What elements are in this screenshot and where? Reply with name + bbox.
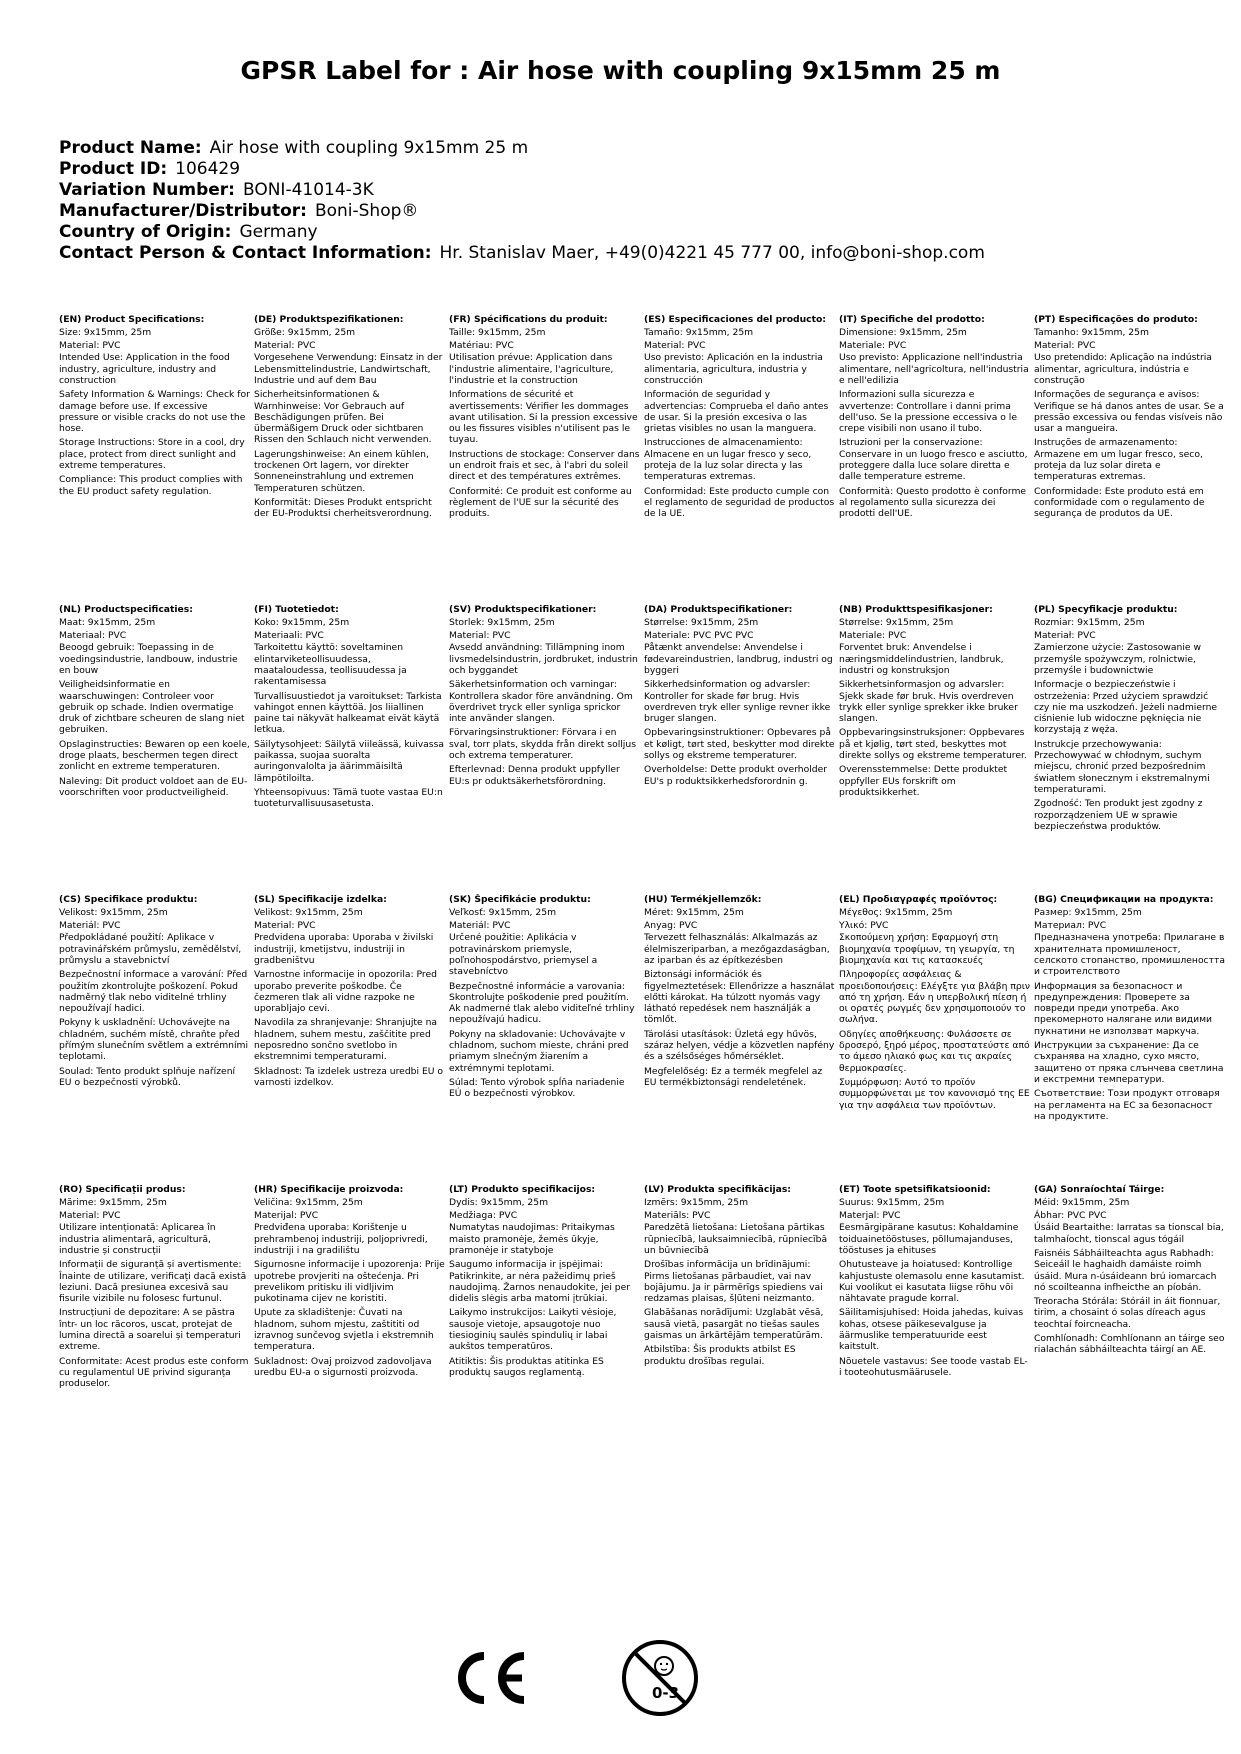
spec-heading: (CS) Specifikace produktu:: [59, 894, 198, 905]
product-id-line: [59, 159, 1199, 180]
spec-storage: Instrukcje przechowywania: Przechowywać w chłodnym, suchym miejscu, chronić przed bezpośrednim światłem słonecznym i ekstremalnymi temperaturami.: [1034, 738, 1210, 795]
spec-block-hu: [644, 894, 839, 1184]
spec-size: Größe: 9x15mm, 25m: [254, 326, 356, 338]
spec-compliance: Atitiktis: Šis produktas atitinka ES produktų saugos reglamentą.: [449, 1355, 604, 1378]
spec-block-ga: [1034, 1184, 1229, 1474]
spec-size: Размер: 9x15mm, 25m: [1034, 906, 1142, 918]
contact-label: Contact Person & Contact Information:: [59, 243, 432, 263]
spec-material: Material: PVC: [1034, 339, 1096, 351]
country-of-origin-label: Country of Origin:: [59, 222, 232, 242]
spec-safety-warnings: Ohutusteave ja hoiatused: Kontrollige kahjustuste olemasolu enne kasutamist. Kui voolikut ei kasutata liigse rõhu või nähtavate pragude korral.: [839, 1259, 1025, 1305]
spec-intended-use: Predviđena uporaba: Korištenje u prehrambenoj industriji, poljoprivredi, industriji i na gradilištu: [254, 1222, 428, 1256]
spec-heading: (NB) Produkttspesifikasjoner:: [839, 604, 993, 615]
spec-storage: Storage Instructions: Store in a cool, dry place, protect from direct sunlight and extreme temperatures.: [59, 437, 245, 472]
spec-compliance: Overholdelse: Dette produkt overholder EU's p roduktsikkerhedsforordnin g.: [644, 764, 828, 787]
spec-heading: (SV) Produktspecifikationer:: [449, 604, 597, 615]
spec-intended-use: Σκοπούμενη χρήση: Εφαρμογή στη βιομηχανία τροφίμων, τη γεωργία, τη βιομηχανία και τις κατασκευές: [839, 932, 1015, 966]
spec-material: Materiāls: PVC: [644, 1209, 711, 1221]
spec-intended-use: Numatytas naudojimas: Pritaikymas maisto pramonėje, žemės ūkyje, pramonėje ir statyboje: [449, 1222, 615, 1256]
spec-safety-warnings: Veiligheidsinformatie en waarschuwingen: Controleer voor gebruik op schade. Indien overmatige druk of zichtbare scheuren de slang niet gebruiken.: [59, 679, 245, 736]
spec-material: Materiale: PVC PVC PVC: [644, 629, 754, 641]
contact-line: [59, 243, 1199, 264]
spec-compliance: Efterlevnad: Denna produkt uppfyller EU:s pr oduktsäkerhetsförordning.: [449, 764, 620, 787]
spec-heading: (PL) Specyfikacje produktu:: [1034, 604, 1178, 615]
page-title: GPSR Label for : Air hose with coupling 9x15mm 25 m: [240, 56, 1001, 85]
spec-intended-use: Eesmärgipärane kasutus: Kohaldamine toiduainetööstuses, põllumajanduses, tööstuses ja ehituses: [839, 1222, 1019, 1256]
spec-storage: Glabāšanas norādījumi: Uzglabāt vēsā, sausā vietā, pasargāt no tiešas saules gaismas un ārkārtējām temperatūrām.: [644, 1307, 824, 1342]
spec-intended-use: Forventet bruk: Anvendelse i næringsmiddelindustrien, landbruk, industri og konstruksjon: [839, 642, 1004, 676]
spec-heading: (EN) Product Specifications:: [59, 314, 205, 325]
spec-intended-use: Avsedd användning: Tillämpning inom livsmedelsindustrin, jordbruket, industrin och byggandet: [449, 642, 638, 676]
spec-size: Tamaño: 9x15mm, 25m: [644, 326, 754, 338]
spec-heading: (RO) Specificații produs:: [59, 1184, 186, 1195]
spec-storage: Lagerungshinweise: An einem kühlen, trockenen Ort lagern, vor direkter Sonneneinstrahlung und extremen Temperaturen schützen.: [254, 448, 429, 494]
spec-intended-use: Предназначена употреба: Прилагане в хранителната промишленост, селското стопанство, промишлеността и строителството: [1034, 932, 1225, 978]
spec-heading: (LT) Produkto specifikacijos:: [449, 1184, 596, 1195]
spec-size: Taille: 9x15mm, 25m: [449, 326, 546, 338]
spec-material: Material: PVC: [254, 919, 316, 931]
spec-safety-warnings: Информация за безопасност и предупреждения: Проверете за повреди преди употреба. Ако прекомерното налягане или видими пукнатини не използват маркуча.: [1034, 980, 1213, 1037]
spec-compliance: Compliance: This product complies with the EU product safety regulation.: [59, 474, 243, 497]
spec-heading: (SK) Špecifikácie produktu:: [449, 894, 591, 905]
spec-intended-use: Uso previsto: Applicazione nell'industria alimentare, nell'agricoltura, nell'industria e nell'edilizia: [839, 352, 1029, 386]
spec-material: Materijal: PVC: [254, 1209, 319, 1221]
spec-heading: (IT) Specifiche del prodotto:: [839, 314, 985, 325]
spec-heading: (EL) Προδιαγραφές προϊόντος:: [839, 894, 998, 905]
spec-heading: (FI) Tuotetiedot:: [254, 604, 339, 615]
spec-storage: Οδηγίες αποθήκευσης: Φυλάσσετε σε δροσερό, ξηρό μέρος, προστατεύστε από το άμεσο ηλιακό φως και τις ακραίες θερμοκρασίες.: [839, 1028, 1030, 1074]
spec-material: Material: PVC: [59, 339, 121, 351]
spec-compliance: Zgodność: Ten produkt jest zgodny z rozporządzeniem UE w sprawie bezpieczeństwa produktów.: [1034, 798, 1203, 832]
spec-compliance: Megfelelőség: Ez a termék megfelel az EU termékbiztonsági rendeletének.: [644, 1065, 823, 1088]
spec-heading: (DA) Produktspecifikationer:: [644, 604, 793, 615]
product-id-label: Product ID:: [59, 159, 168, 179]
spec-storage: Instrucțiuni de depozitare: A se păstra într- un loc răcoros, uscat, protejat de lumina directă a soarelui și temperaturi extreme.: [59, 1307, 241, 1353]
spec-safety-warnings: Información de seguridad y advertencias: Comprueba el daño antes de usar. Si la presión excesiva o las grietas visibles no usan la manguera.: [644, 389, 829, 435]
spec-size: Veľkosť: 9x15mm, 25m: [449, 906, 557, 918]
spec-heading: (DE) Produktspezifikationen:: [254, 314, 404, 325]
spec-intended-use: Určené použitie: Aplikácia v potravinárskom priemysle, poľnohospodárstvo, priemysel a stavebníctvo: [449, 932, 598, 978]
manufacturer-label: Manufacturer/Distributor:: [59, 201, 307, 221]
spec-block-hr: [254, 1184, 449, 1474]
spec-storage: Förvaringsinstruktioner: Förvara i en sval, torr plats, skydda från direkt solljus och extrema temperaturer.: [449, 727, 636, 762]
spec-safety-warnings: Sikkerhetsinformasjon og advarsler: Sjekk skade før bruk. Hvis overdreven trykk eller synlige sprekker ikke bruker slangen.: [839, 679, 1018, 725]
spec-material: Materiale: PVC: [839, 339, 907, 351]
spec-storage: Laikymo instrukcijos: Laikyti vėsioje, sausoje vietoje, apsaugotoje nuo tiesioginių saulės spindulių ir labai aukštos temperatūros.: [449, 1307, 617, 1353]
country-of-origin-line: [59, 222, 1199, 243]
spec-block-nl: [59, 604, 254, 894]
spec-storage: Istruzioni per la conservazione: Conservare in un luogo fresco e asciutto, proteggere dalla luce solare diretta e dalle temperature estreme.: [839, 437, 1028, 483]
spec-compliance: Συμμόρφωση: Αυτό το προϊόν συμμορφώνεται με τον κανονισμό της ΕΕ για την ασφάλεια των προϊόντων.: [839, 1076, 1030, 1111]
product-info: [59, 138, 1199, 264]
spec-storage: Instrucciones de almacenamiento: Almacene en un lugar fresco y seco, proteja de la luz solar directa y las temperaturas extremas.: [644, 437, 812, 483]
spec-storage: Opslaginstructies: Bewaren op een koele, droge plaats, beschermen tegen direct zonlicht en extreme temperaturen.: [59, 738, 250, 773]
spec-compliance: Skladnost: Ta izdelek ustreza uredbi EU o varnosti izdelkov.: [254, 1065, 444, 1088]
spec-intended-use: Předpokládané použití: Aplikace v potravinářském průmyslu, zemědělství, průmyslu a stavebnictví: [59, 932, 242, 966]
spec-size: Velikost: 9x15mm, 25m: [59, 906, 168, 918]
spec-material: Materiál: PVC: [449, 919, 511, 931]
spec-heading: (ES) Especificaciones del producto:: [644, 314, 826, 325]
spec-compliance: Nõuetele vastavus: See toode vastab EL-i tooteohutusmäärusele.: [839, 1355, 1028, 1378]
spec-compliance: Conformidade: Este produto está em conformidade com o regulamento de segurança de produtos da UE.: [1034, 485, 1205, 520]
spec-compliance: Conformidad: Este producto cumple con el reglamento de seguridad de productos de la UE.: [644, 485, 835, 520]
spec-block-es: [644, 314, 839, 604]
spec-material: Material: PVC: [254, 339, 316, 351]
spec-material: Materjal: PVC: [839, 1209, 901, 1221]
spec-size: Koko: 9x15mm, 25m: [254, 616, 350, 628]
spec-safety-warnings: Informations de sécurité et avertissements: Vérifier les dommages avant utilisation. Si la pression excessive ou les fissures visibles n'utilisent pas le tuyau.: [449, 389, 638, 446]
spec-material: Materiál: PVC: [59, 919, 121, 931]
spec-block-sv: [449, 604, 644, 894]
spec-safety-warnings: Informacje o bezpieczeństwie i ostrzeżenia: Przed użyciem sprawdzić czy nie ma uszkodzeń. Jeżeli nadmierne ciśnienie lub widoczne pęknięcia nie korzystają z węża.: [1034, 679, 1218, 736]
spec-size: Maat: 9x15mm, 25m: [59, 616, 156, 628]
spec-size: Méid: 9x15mm, 25m: [1034, 1196, 1130, 1208]
spec-block-fr: [449, 314, 644, 604]
spec-intended-use: Uso pretendido: Aplicação na indústria alimentar, agricultura, indústria e construção: [1034, 352, 1212, 386]
spec-storage: Tárolási utasítások: Üzletá egy hűvös, száraz helyen, védje a közvetlen napfény és a szélsőséges hőmérséklet.: [644, 1028, 835, 1063]
spec-grid: [59, 314, 1229, 1474]
spec-size: Méret: 9x15mm, 25m: [644, 906, 744, 918]
spec-compliance: Soulad: Tento produkt splňuje nařízení EU o bezpečnosti výrobků.: [59, 1065, 236, 1088]
spec-heading: (SL) Specifikacije izdelka:: [254, 894, 387, 905]
spec-block-lt: [449, 1184, 644, 1474]
spec-material: Materiale: PVC: [839, 629, 907, 641]
spec-intended-use: Paredzētā lietošana: Lietošana pārtikas rūpniecībā, lauksaimniecībā, rūpniecībā un būvniecībā: [644, 1222, 828, 1256]
spec-compliance: Súlad: Tento výrobok spĺňa nariadenie EÚ o bezpečnosti výrobkov.: [449, 1076, 625, 1100]
spec-compliance: Comhlíonadh: Comhlíonann an táirge seo rialachán sábháilteachta táirgí an AE.: [1034, 1333, 1225, 1356]
spec-compliance: Conformità: Questo prodotto è conforme al regolamento sulla sicurezza dei prodotti dell'UE.: [839, 485, 1027, 520]
spec-material: Material: PVC: [644, 339, 706, 351]
spec-compliance: Overensstemmelse: Dette produktet oppfyller EUs forskrift om produktsikkerhet.: [839, 764, 1008, 798]
spec-intended-use: Utilisation prévue: Application dans l'industrie alimentaire, l'agriculture, l'industrie et la construction: [449, 352, 614, 386]
spec-intended-use: Utilizare intenționată: Aplicarea în industria alimentară, agricultură, industrie și construcții: [59, 1222, 216, 1256]
spec-block-nb: [839, 604, 1034, 894]
spec-size: Dydis: 9x15mm, 25m: [449, 1196, 549, 1208]
spec-storage: Instructions de stockage: Conserver dans un endroit frais et sec, à l'abri du soleil direct et des températures extrêmes.: [449, 448, 640, 483]
spec-safety-warnings: Sicherheitsinformationen & Warnhinweise: Vor Gebrauch auf Beschädigungen prüfen. Bei übermäßigem Druck oder sichtbaren Rissen den Schlauch nicht verwenden.: [254, 389, 432, 446]
spec-safety-warnings: Bezpečnostní informace a varování: Před použitím zkontrolujte poškození. Pokud nadměrný tlak nebo viditelné trhliny nepoužívají hadici.: [59, 969, 248, 1015]
spec-material: Материал: PVC: [1034, 919, 1107, 931]
spec-intended-use: Uso previsto: Aplicación en la industria alimentaria, agricultura, industria y construcción: [644, 352, 823, 386]
spec-size: Suurus: 9x15mm, 25m: [839, 1196, 945, 1208]
spec-block-da: [644, 604, 839, 894]
spec-safety-warnings: Informazioni sulla sicurezza e avvertenze: Controllare i danni prima dell'uso. Se la pressione eccessiva o le crepe visibili non usano il tubo.: [839, 389, 1018, 435]
spec-safety-warnings: Säkerhetsinformation och varningar: Kontrollera skador före användning. Om överdrivet tryck eller synliga sprickor inte använder slangen.: [449, 679, 633, 725]
spec-material: Material: PVC: [449, 629, 511, 641]
variation-number-line: [59, 180, 1199, 201]
spec-storage: Pokyny k uskladnění: Uchovávejte na chladném, suchém místě, chraňte před přímým slunečním světlem a extrémními teplotami.: [59, 1017, 249, 1063]
spec-block-sl: [254, 894, 449, 1184]
spec-safety-warnings: Sigurnosne informacije i upozorenja: Prije upotrebe provjeriti na oštećenja. Pri prevelikom pritisku ili vidljivim pukotinama cijev ne koristiti.: [254, 1259, 445, 1305]
spec-heading: (GA) Sonraíochtaí Táirge:: [1034, 1184, 1165, 1195]
spec-storage: Instruções de armazenamento: Armazene em um lugar fresco, seco, proteja da luz solar direta e temperaturas extremas.: [1034, 437, 1203, 483]
spec-compliance: Atbilstība: Šis produkts atbilst ES produktu drošības regulai.: [644, 1344, 796, 1367]
spec-heading: (BG) Спецификации на продукта:: [1034, 894, 1214, 905]
spec-heading: (LV) Produkta specifikācijas:: [644, 1184, 791, 1195]
spec-storage: Treoracha Stórála: Stóráil in áit fionnuar, tirim, a chosaint ó solas díreach agus teochtaí foircneacha.: [1034, 1296, 1221, 1330]
spec-safety-warnings: Safety Information & Warnings: Check for damage before use. If excessive pressure or visible cracks do not use the hose.: [59, 389, 250, 435]
age-range-text: 0-3: [652, 1684, 680, 1702]
spec-storage: Säilitamisjuhised: Hoida jahedas, kuivas kohas, otsese päikesevalguse ja äärmuslike temperatuuride eest kaitstult.: [839, 1307, 1024, 1353]
spec-compliance: Conformitate: Acest produs este conform cu regulamentul UE privind siguranța produselor.: [59, 1355, 249, 1390]
product-name-label: Product Name:: [59, 138, 202, 158]
spec-size: Izmērs: 9x15mm, 25m: [644, 1196, 749, 1208]
spec-material: Ábhar: PVC PVC: [1034, 1209, 1107, 1221]
spec-safety-warnings: Informații de siguranță și avertismente: Înainte de utilizare, verificați dacă există leziuni. Dacă presiunea excesivă sau fisurile vizibile nu folosesc furtunul.: [59, 1259, 247, 1305]
spec-size: Veličina: 9x15mm, 25m: [254, 1196, 363, 1208]
spec-safety-warnings: Πληροφορίες ασφάλειας & προειδοποιήσεις: Ελέγξτε για βλάβη πριν από τη χρήση. Εάν η υπερβολική πίεση ή οι ορατές ρωγμές δεν χρησιμοποιούν το σωλήνα.: [839, 969, 1030, 1026]
spec-size: Dimensione: 9x15mm, 25m: [839, 326, 967, 338]
spec-heading: (HR) Specifikacije proizvoda:: [254, 1184, 404, 1195]
contact-value: Hr. Stanislav Maer, +49(0)4221 45 777 00, info@boni-shop.com: [439, 243, 985, 263]
spec-block-de: [254, 314, 449, 604]
product-name-value: Air hose with coupling 9x15mm 25 m: [209, 138, 529, 158]
spec-block-lv: [644, 1184, 839, 1474]
spec-safety-warnings: Drošības informācija un brīdinājumi: Pirms lietošanas pārbaudiet, vai nav bojājumu. Ja ir pārmērīgs spiediens vai redzamas plaisas, šļūteni neizmanto.: [644, 1259, 823, 1305]
spec-intended-use: Predvidena uporaba: Uporaba v živilski industriji, kmetijstvu, industriji in gradbeništvu: [254, 932, 434, 966]
spec-compliance: Съответствие: Този продукт отговаря на регламента на ЕС за безопасност на продуктите.: [1034, 1088, 1220, 1122]
spec-intended-use: Úsáid Beartaithe: Iarratas sa tionscal bia, talmhaíocht, tionscal agus tógáil: [1034, 1222, 1224, 1245]
spec-intended-use: Tervezett felhasználás: Alkalmazás az élelmiszeriparban, a mezőgazdaságban, az iparban és az építkezésben: [644, 932, 830, 966]
spec-material: Matériau: PVC: [449, 339, 514, 351]
variation-number-value: BONI-41014-3K: [242, 180, 374, 200]
spec-size: Rozmiar: 9x15mm, 25m: [1034, 616, 1145, 628]
ce-mark: [450, 1650, 530, 1706]
spec-storage: Pokyny na skladovanie: Uchovávajte v chladnom, suchom mieste, chráni pred priamym slnečným žiarením a extrémnymi teplotami.: [449, 1028, 629, 1074]
spec-storage: Oppbevaringsinstruksjoner: Oppbevares på et kjølig, tørt sted, beskyttes mot direkte sollys og ekstreme temperaturer.: [839, 727, 1027, 762]
spec-safety-warnings: Informações de segurança e avisos: Verifique se há danos antes de usar. Se a pressão excessiva ou fendas visíveis não usar a mangueira.: [1034, 389, 1224, 435]
spec-material: Materiaal: PVC: [59, 629, 127, 641]
spec-storage: Navodila za shranjevanje: Shranjujte na hladnem, suhem mestu, zaščitite pred neposredno sončno svetlobo in ekstremnimi temperaturami.: [254, 1017, 438, 1063]
spec-size: Tamanho: 9x15mm, 25m: [1034, 326, 1149, 338]
spec-block-el: [839, 894, 1034, 1184]
spec-block-en: [59, 314, 254, 604]
spec-block-pt: [1034, 314, 1229, 604]
spec-safety-warnings: Biztonsági információk és figyelmeztetések: Ellenőrizze a használat előtti károkat. Ha túlzott nyomás vagy látható repedések nem használják a tömlőt.: [644, 969, 835, 1026]
spec-compliance: Konformität: Dieses Produkt entspricht der EU-Produktsi cherheitsverordnung.: [254, 496, 432, 520]
spec-storage: Upute za skladištenje: Čuvati na hladnom, suhom mjestu, zaštititi od izravnog sunčevog svjetla i ekstremnih temperatura.: [254, 1307, 434, 1353]
spec-intended-use: Påtænkt anvendelse: Anvendelse i fødevareindustrien, landbrug, industri og byggeri: [644, 642, 833, 676]
spec-intended-use: Tarkoitettu käyttö: soveltaminen elintarviketeollisuudessa, maataloudessa, teollisuudessa ja rakentamisessa: [254, 642, 407, 688]
spec-material: Material: PVC: [59, 1209, 121, 1221]
spec-compliance: Conformité: Ce produit est conforme au règlement de l'UE sur la sécurité des produits.: [449, 485, 632, 520]
spec-compliance: Naleving: Dit product voldoet aan de EU-voorschriften voor productveiligheid.: [59, 775, 248, 798]
spec-size: Størrelse: 9x15mm, 25m: [644, 616, 759, 628]
product-id-value: 106429: [175, 159, 241, 179]
spec-safety-warnings: Sikkerhedsinformation og advarsler: Kontroller for skade før brug. Hvis overdreven tryk eller synlige revner ikke bruger slangen.: [644, 679, 831, 725]
spec-size: Størrelse: 9x15mm, 25m: [839, 616, 954, 628]
variation-number-label: Variation Number:: [59, 180, 235, 200]
spec-size: Size: 9x15mm, 25m: [59, 326, 152, 338]
product-name-line: [59, 138, 1199, 159]
spec-material: Υλικό: PVC: [839, 919, 889, 931]
spec-safety-warnings: Bezpečnostné informácie a varovania: Skontrolujte poškodenie pred použitím. Ak nadmerné tlak alebo viditeľné trhliny nepoužívajú hadicu.: [449, 980, 635, 1026]
spec-compliance: Sukladnost: Ovaj proizvod zadovoljava uredbu EU-a o sigurnosti proizvoda.: [254, 1355, 432, 1378]
spec-block-bg: [1034, 894, 1229, 1184]
manufacturer-value: Boni-Shop®: [314, 201, 419, 221]
spec-block-et: [839, 1184, 1034, 1474]
spec-safety-warnings: Turvallisuustiedot ja varoitukset: Tarkista vahingot ennen käyttöä. Jos liiallinen paine tai näkyvät halkeamat eivät käytä letkua.: [254, 690, 442, 736]
manufacturer-line: [59, 201, 1199, 222]
spec-heading: (ET) Toote spetsifikatsioonid:: [839, 1184, 991, 1195]
spec-size: Μέγεθος: 9x15mm, 25m: [839, 906, 953, 918]
spec-material: Materiał: PVC: [1034, 629, 1096, 641]
spec-intended-use: Beoogd gebruik: Toepassing in de voedingsindustrie, landbouw, industrie en bouw: [59, 642, 238, 676]
spec-material: Anyag: PVC: [644, 919, 698, 931]
spec-heading: (HU) Termékjellemzők:: [644, 894, 762, 905]
country-of-origin-value: Germany: [239, 222, 318, 242]
spec-storage: Инструкции за съхранение: Да се съхранява на хладно, сухо място, защитено от пряка слънчева светлина и екстремни температури.: [1034, 1040, 1224, 1085]
spec-block-fi: [254, 604, 449, 894]
spec-safety-warnings: Faisnéis Sábháilteachta agus Rabhadh: Seiceáil le haghaidh damáiste roimh úsáid. Mura n-úsáideann brú iomarcach nó scoilteanna infheicthe an píobán.: [1034, 1247, 1217, 1293]
spec-size: Storlek: 9x15mm, 25m: [449, 616, 555, 628]
not-for-children-icon: [620, 1638, 700, 1718]
spec-block-it: [839, 314, 1034, 604]
spec-intended-use: Zamierzone użycie: Zastosowanie w przemyśle spożywczym, rolnictwie, przemyśle i budownictwie: [1034, 642, 1201, 676]
spec-intended-use: Vorgesehene Verwendung: Einsatz in der Lebensmittelindustrie, Landwirtschaft, Industrie und auf dem Bau: [254, 352, 443, 386]
spec-intended-use: Intended Use: Application in the food industry, agriculture, industry and construction: [59, 352, 230, 386]
spec-block-pl: [1034, 604, 1229, 894]
spec-storage: Säilytysohjeet: Säilytä viileässä, kuivassa paikassa, suojaa suoralta auringonvalolta ja äärimmäisiltä lämpötiloilta.: [254, 738, 445, 784]
spec-safety-warnings: Varnostne informacije in opozorila: Pred uporabo preverite poškodbe. Če čezmeren tlak ali vidne razpoke ne uporabljajo cevi.: [254, 969, 437, 1015]
spec-block-cs: [59, 894, 254, 1184]
spec-size: Mărime: 9x15mm, 25m: [59, 1196, 167, 1208]
spec-heading: (NL) Productspecificaties:: [59, 604, 193, 615]
spec-material: Materiaali: PVC: [254, 629, 324, 641]
spec-safety-warnings: Saugumo informacija ir įspėjimai: Patikrinkite, ar nėra pažeidimų prieš naudojimą. Žarnos nenaudokite, jei per didelis slėgis arba matomi įtrūkiai.: [449, 1259, 631, 1305]
spec-compliance: Yhteensopivuus: Tämä tuote vastaa EU:n tuoteturvallisuusasetusta.: [254, 786, 443, 810]
spec-material: Medžiaga: PVC: [449, 1209, 518, 1221]
spec-size: Velikost: 9x15mm, 25m: [254, 906, 363, 918]
spec-storage: Opbevaringsinstruktioner: Opbevares på et køligt, tørt sted, beskytter mod direkte sollys og ekstreme temperaturer.: [644, 727, 835, 762]
spec-heading: (FR) Spécifications du produit:: [449, 314, 608, 325]
spec-block-sk: [449, 894, 644, 1184]
spec-heading: (PT) Especificações do produto:: [1034, 314, 1198, 325]
spec-block-ro: [59, 1184, 254, 1474]
